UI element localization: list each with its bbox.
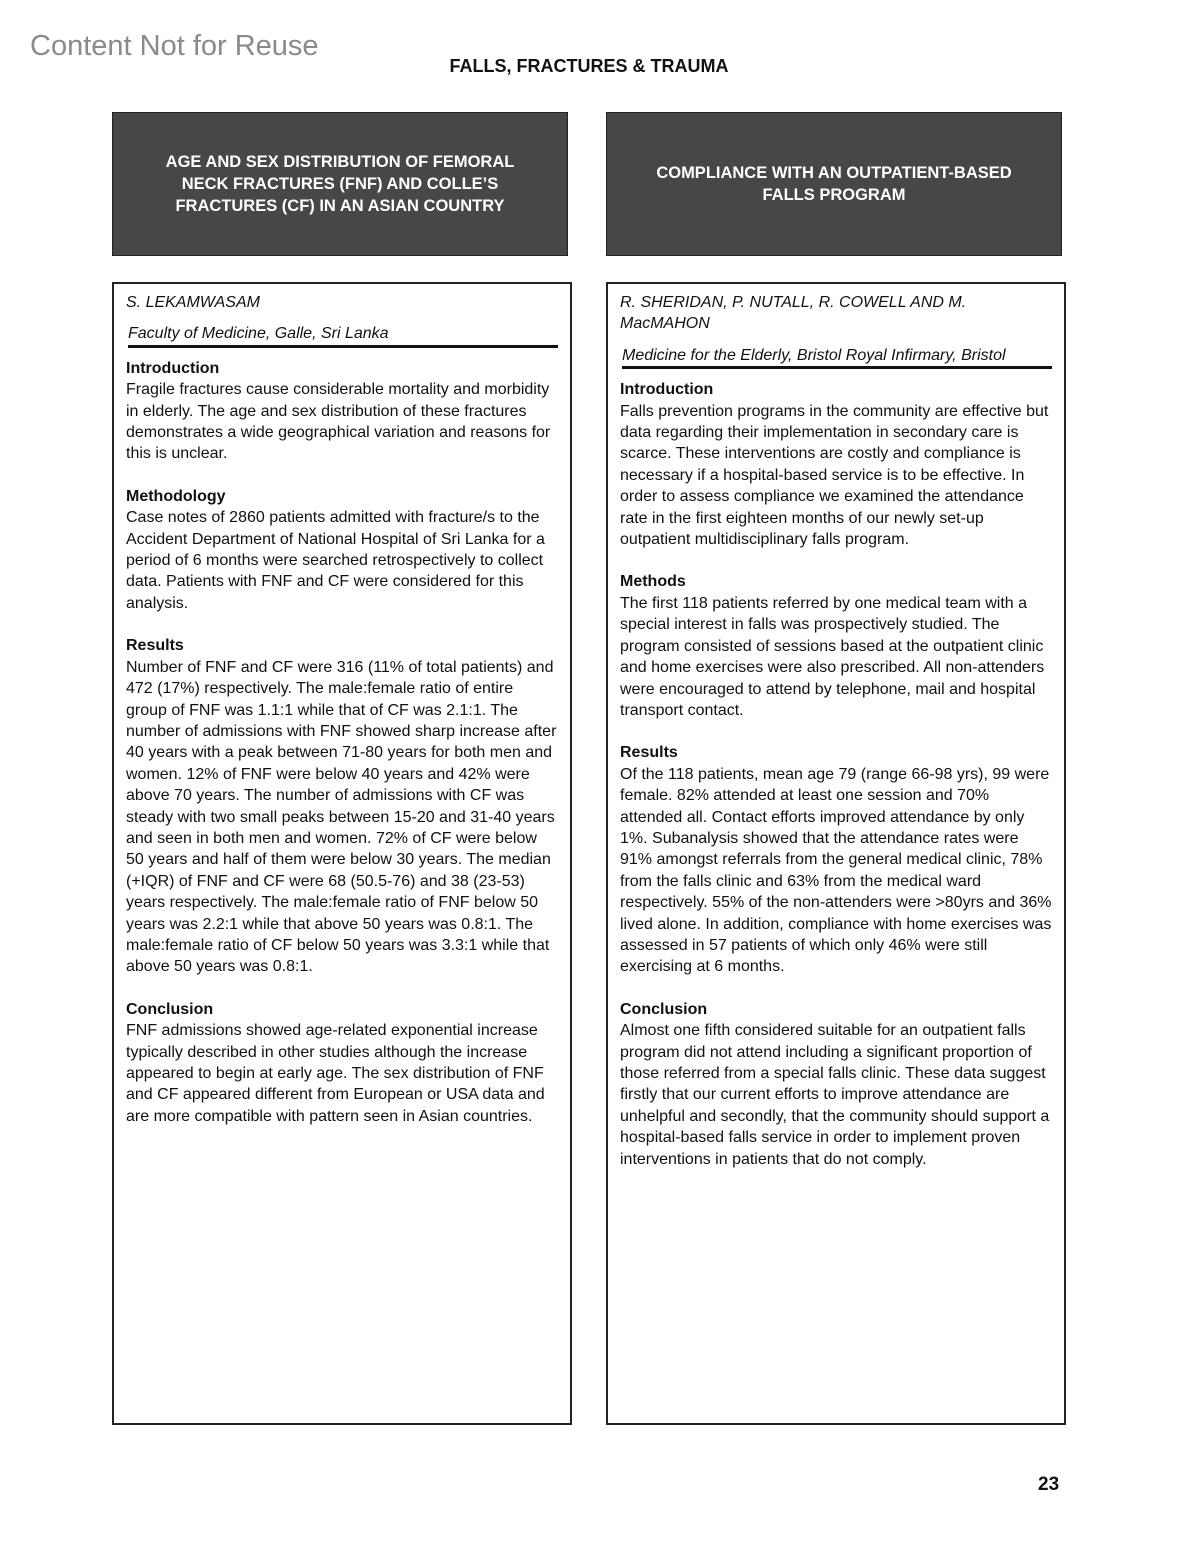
article-title: COMPLIANCE WITH AN OUTPATIENT-BASED FALLS PROGRAM	[656, 164, 1012, 204]
section-heading: Conclusion	[126, 1000, 214, 1018]
section-header: FALLS, FRACTURES & TRAUMA	[449, 56, 729, 76]
section-text: Number of FNF and CF were 316 (11% of total patients) and 472 (17%) respectively. The male:female ratio of entire group of FNF was 1.1:1 while that of CF was 2.1:1. The number of admissions with FNF showed sharp increase after 40 years with a peak between 71-80 years for both men and women. 12% of FNF were below 40 years and 42% were above 70 years. The number of admissions with CF was steady with two small peaks between 15-20 and 31-40 years and seen in both men and women. 72% of CF were below 50 years and half of them were below 30 years. The median (+IQR) of FNF and CF were 68 (50.5-76) and 38 (23-53) years respectively. The male:female ratio of FNF below 50 years was 2.2:1 while that above 50 years was 0.8:1. The male:female ratio of CF below 50 years was 3.3:1 while that above 50 years was 0.8:1.	[126, 658, 557, 976]
section-text: Of the 118 patients, mean age 79 (range 66-98 yrs), 99 were female. 82% attended at least one session and 70% attended all. Contact efforts improved attendance by only 1%. Subanalysis showed that the attendance rates were 91% amongst referrals from the general medical clinic, 78% from the falls clinic and 63% from the medical ward respectively. 55% of the non-attenders were >80yrs and 36% lived alone. In addition, compliance with home exercises was assessed in 57 patients of which only 46% were still exercising at 6 months.	[620, 765, 1052, 976]
article-1-title-box	[112, 112, 568, 256]
section-text: Almost one fifth considered suitable for an outpatient falls program did not attend including a significant proportion of those referred from a special falls clinic. These data suggest firstly that our current efforts to improve attendance are unhelpful and secondly, that the community should support a hospital-based falls service in order to implement proven interventions in patients that do not comply.	[620, 1022, 1050, 1168]
article-2-title-box	[606, 112, 1062, 256]
article-title: AGE AND SEX DISTRIBUTION OF FEMORAL NECK FRACTURES (FNF) AND COLLE’S FRACTURES (CF) IN AN ASIAN COUNTRY	[165, 153, 515, 215]
section-heading: Introduction	[126, 359, 220, 377]
section-heading: Methodology	[126, 487, 226, 505]
article-affiliation: Faculty of Medicine, Galle, Sri Lanka	[128, 323, 558, 347]
article-1-content	[112, 282, 572, 1425]
section-heading: Conclusion	[620, 1000, 708, 1018]
article-authors: R. SHERIDAN, P. NUTALL, R. COWELL AND M. MacMAHON	[620, 294, 967, 333]
page-number: 23	[1038, 1474, 1060, 1495]
section-heading: Results	[620, 744, 678, 762]
section-text: FNF admissions showed age-related exponential increase typically described in other studies although the increase appeared to begin at early age. The sex distribution of FNF and CF appeared different from European or USA data and are more compatible with pattern seen in Asian countries.	[126, 1022, 545, 1125]
section-heading: Introduction	[620, 381, 714, 399]
article-authors: S. LEKAMWASAM	[126, 294, 260, 311]
article-2-content	[606, 282, 1066, 1425]
section-heading: Results	[126, 637, 184, 655]
section-text: Fragile fractures cause considerable mortality and morbidity in elderly. The age and sex distribution of these fractures demonstrates a wide geographical variation and reasons for this is unclear.	[126, 381, 551, 463]
section-heading: Methods	[620, 573, 686, 591]
section-text: Falls prevention programs in the community are effective but data regarding their implementation in secondary care is scarce. These interventions are costly and compliance is necessary if a hospital-based service is to be effective. In order to assess compliance we examined the attendance rate in the first eighteen months of our newly set-up outpatient multidisciplinary falls program.	[620, 402, 1049, 549]
section-text: The first 118 patients referred by one medical team with a special interest in falls was prospectively studied. The program consisted of sessions based at the outpatient clinic and home exercises were also prescribed. All non-attenders were encouraged to attend by telephone, mail and hospital transport contact.	[620, 594, 1045, 719]
article-affiliation: Medicine for the Elderly, Bristol Royal Infirmary, Bristol	[622, 345, 1052, 369]
watermark: Content Not for Reuse	[30, 30, 319, 62]
section-text: Case notes of 2860 patients admitted with fracture/s to the Accident Department of National Hospital of Sri Lanka for a period of 6 months were searched retrospectively to collect data. Patients with FNF and CF were considered for this analysis.	[126, 509, 545, 612]
